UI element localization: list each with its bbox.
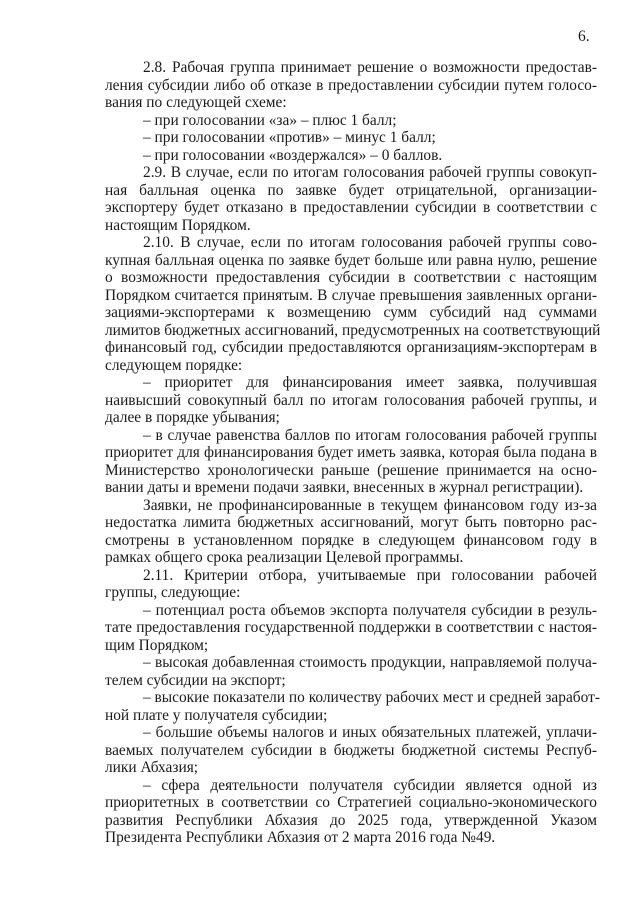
paragraph — [105, 112, 597, 130]
text-line: тате предоставления государственной поддержки в соответствии с настоя- — [105, 619, 597, 636]
paragraph — [105, 147, 597, 165]
paragraph — [105, 689, 600, 724]
text-line: – потенциал роста объемов экспорта получателя субсидии в резуль- — [143, 601, 597, 619]
text-line: ваемых получателем субсидии в бюджеты бюджетной системы Респуб- — [105, 741, 597, 759]
paragraph — [105, 777, 597, 847]
text-line: смотрены в установленном порядке в следующем финансовом году в — [105, 531, 597, 549]
text-line: – при голосовании «воздержался» – 0 баллов. — [143, 146, 443, 164]
text-line: ной плате у получателя субсидии; — [105, 706, 328, 724]
text-line: – высокая добавленная стоимость продукции, направляемой получа- — [143, 654, 597, 671]
paragraph — [105, 724, 597, 777]
text-line: наивысший совокупный балл по итогам голосования рабочей группы, и — [105, 391, 597, 409]
text-line: рамках общего срока реализации Целевой программы. — [105, 549, 464, 566]
paragraph — [105, 654, 597, 689]
text-line: щим Порядком; — [105, 636, 209, 654]
text-line: – высокие показатели по количеству рабочих мест и средней заработ- — [143, 689, 600, 706]
text-line: Заявки, не профинансированные в текущем финансовом году из-за — [143, 496, 597, 514]
text-line: Порядком считается принятым. В случае превышения заявленных органи- — [105, 286, 597, 304]
text-line: телем субсидии на экспорт; — [105, 671, 286, 689]
text-line: – при голосовании «за» – плюс 1 балл; — [143, 111, 397, 129]
text-line: 2.9. В случае, если по итогам голосования рабочей группы совокуп- — [143, 164, 597, 181]
paragraph — [105, 427, 597, 497]
text-line: 2.8. Рабочая группа принимает решение о возможности предостав- — [143, 59, 597, 76]
paragraph — [105, 59, 597, 112]
paragraph — [105, 602, 597, 655]
text-line: зациями-экспортерами к возмещению сумм субсидий над суммами — [105, 304, 597, 321]
text-line: настоящим Порядком. — [105, 216, 251, 234]
text-line: группы, следующие: — [105, 584, 241, 601]
text-line: – сфера деятельности получателя субсидии является одной из — [143, 776, 597, 794]
text-line: ления субсидии либо об отказе в предоставлении субсидии путем голосо- — [105, 76, 597, 94]
paragraph — [105, 497, 597, 567]
text-line: купная балльная оценка по заявке будет больше или равна нулю, решение — [105, 251, 597, 269]
text-line: 2.11. Критерии отбора, учитываемые при голосовании рабочей — [143, 566, 597, 584]
paragraph — [105, 234, 601, 374]
text-line: – в случае равенства баллов по итогам голосования рабочей группы — [143, 426, 597, 444]
text-line: Министерство хронологически раньше (решение принимается на осно- — [105, 461, 597, 479]
text-line: финансовый год, субсидии предоставляются организациям-экспортерам в — [105, 339, 597, 356]
text-line: – приоритет для финансирования имеет заявка, получившая — [143, 374, 597, 391]
text-line: Президента Республики Абхазия от 2 марта 2016 года №49. — [105, 829, 496, 846]
text-line: недостатка лимита бюджетных ассигнований, могут быть повторно рас- — [105, 514, 597, 531]
text-line: следующем порядке: — [105, 356, 243, 374]
text-line: вании даты и времени подачи заявки, внесенных в журнал регистрации). — [105, 479, 584, 496]
text-line: лики Абхазия; — [105, 759, 199, 776]
text-line: – при голосовании «против» – минус 1 балл; — [143, 129, 436, 146]
page-number: 6. — [578, 28, 590, 45]
text-line: ная балльная оценка по заявке будет отрицательной, организации- — [105, 181, 597, 199]
text-line: о возможности предоставления субсидии в соответствии с настоящим — [105, 269, 597, 286]
text-line: вания по следующей схеме: — [105, 94, 287, 111]
paragraph — [105, 164, 597, 234]
text-line: развития Республики Абхазия до 2025 года, утвержденной Указом — [105, 811, 597, 829]
paragraph — [105, 567, 597, 602]
document-body — [105, 59, 601, 847]
text-line: 2.10. В случае, если по итогам голосования рабочей группы сово- — [143, 234, 597, 251]
text-line: далее в порядке убывания; — [105, 409, 280, 426]
text-line: лимитов бюджетных ассигнований, предусмотренных на соответствующий — [105, 321, 601, 339]
text-line: приоритет для финансирования будет иметь заявка, которая была подана в — [105, 444, 597, 461]
text-line: экспортеру будет отказано в предоставлении субсидии в соответствии с — [105, 199, 597, 216]
text-line: – большие объемы налогов и иных обязательных платежей, уплачи- — [143, 724, 597, 741]
text-line: приоритетных в соответствии со Стратегией социально-экономического — [105, 794, 597, 811]
paragraph — [105, 129, 597, 147]
paragraph — [105, 374, 597, 427]
